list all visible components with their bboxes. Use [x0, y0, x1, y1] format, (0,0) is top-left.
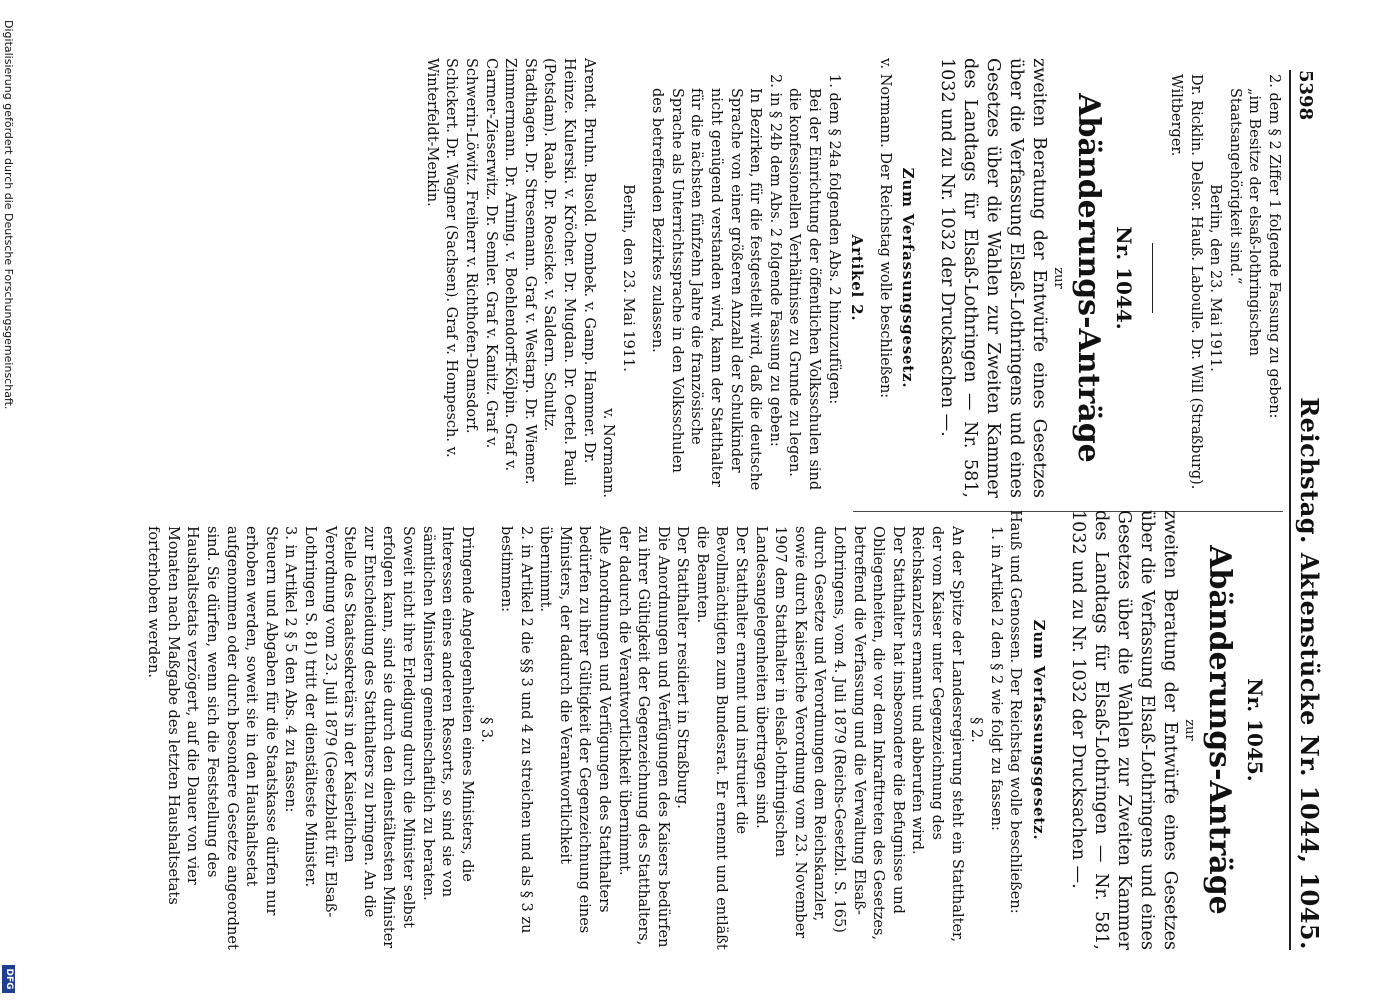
separator-rule: [1152, 243, 1153, 313]
left-column: [421, 58, 1283, 498]
amendment-date: Berlin, den 23. Mai 1911.: [619, 184, 636, 372]
document-zur: zur: [1051, 267, 1067, 289]
continuation-item-2-text: „im Besitze der elsaß-lothringischen Staatsangehörigkeit sind.“: [1226, 88, 1263, 356]
mover: v. Normann. Der Reichstag wolle beschließen:: [876, 58, 893, 399]
paragraph-3-heading: § 3.: [478, 717, 495, 743]
running-title: Reichstag. Aktenstücke Nr. 1044, 1045.: [1295, 397, 1324, 950]
amendment-item-1: 1. dem § 24a folgenden Abs. 2 hinzuzufügen:: [825, 74, 842, 405]
paragraph-2-text-e: Die Anordnungen und Verfügungen des Kaisers bedürfen zu ihrer Gültigkeit der Gegenzeichnung des Statthalters, der dadurch die Verantwortlichkeit übernimmt.: [615, 526, 671, 948]
document-number: Nr. 1044.: [1112, 226, 1137, 330]
document-title: Abänderungs-Anträge: [1071, 93, 1107, 463]
continuation-signers: Dr. Ricklin. Delsor. Hauß. Laboulle. Dr. Will (Straßburg). Wiltberger.: [1168, 74, 1204, 490]
document-intro: zweiten Beratung der Entwürfe eines Gesetzes über die Verfassung Elsaß-Lothringens und eines Gesetzes über die Wahlen zur Zweiten Kammer des Landtags für Elsaß-Lothringen — Nr. 581, 1032 und zu Nr. 1032 der Drucksachen —.: [1068, 510, 1180, 950]
paragraph-2-text-d: Der Statthalter residiert in Straßburg.: [674, 526, 691, 809]
section-heading: Zum Verfassungsgesetz.: [899, 167, 918, 389]
continuation-date: Berlin, den 23. Mai 1911.: [1207, 184, 1224, 372]
dfg-logo: DFG: [2, 965, 15, 993]
document-number: Nr. 1045.: [1243, 678, 1267, 782]
amendment-item-1-text: Bei der Einrichtung der öffentlichen Volksschulen sind die konfessionellen Verhältnisse zu Grunde zu legen.: [786, 88, 823, 491]
mover: Hauß und Genossen. Der Reichstag wolle beschließen:: [1007, 510, 1024, 914]
document-title: Abänderungs-Anträge: [1202, 545, 1237, 915]
digitization-note: Digitalisierung gefördert durch die Deutsche Forschungsgemeinschaft.: [2, 20, 15, 410]
paragraph-2-text-f: Alle Anordnungen und Verfügungen des Statthalters bedürfen zu ihrer Gültigkeit der Gegenzeichnung eines Ministers, der dadurch die Verantwortlichkeit übernimmt.: [537, 526, 612, 934]
amendment-item-3: 3. in Artikel 2 § 5 den Abs. 4 zu fassen:: [282, 526, 299, 813]
digitization-footer: [0, 0, 17, 1000]
document-intro: zweiten Beratung der Entwürfe eines Gesetzes über die Verfassung Elsaß-Lothringens und eines Gesetzes über die Wahlen zur Zweiten Kammer des Landtags für Elsaß-Lothringen — Nr. 581, 1032 und zu Nr. 1032 der Drucksachen —.: [937, 58, 1050, 498]
continuation-item-2: 2. dem § 2 Ziffer 1 folgende Fassung zu geben:: [1266, 74, 1282, 419]
paragraph-4-text: Steuern und Abgaben für die Staatskasse dürfen nur erhoben werden, soweit sie in den Haushaltsetat aufgenommen oder durch besondere Gesetze angeordnet sind. Sie dürfen, wenn sich die Feststellung des Haushaltsetats verzögert, auf die Dauer von vier Monaten nach Maßgabe des letzten Haushaltsetats forterhoben werden.: [145, 526, 279, 950]
supporters-list: Arendt. Bruhn. Busold. Dombek. v. Gamp. Hammer. Dr. Heinze. Kulerski. v. Kröcher. Dr. Mugdan. Dr. Oertel. Pauli (Potsdam). Raab. Dr. Roesicke. v. Saldern. Schultz. Stadthagen. Dr. Stresemann. Graf v. Westarp. Dr. Wiemer. Zimmermann. Dr. Arning. v. Boehlendorff-Kölpin. Graf v. Carmer-Zieserwitz. Dr. Semler. Graf v. Kanitz. Graf v. Schwerin-Löwitz. Freiherr v. Richthofen-Damsdorf. Schickert. Dr. Wagner (Sachsen). Graf v. Hompesch. v. Winterfeldt-Menkin.: [423, 58, 597, 486]
amendment-item-2: 2. in § 24b dem Abs. 2 folgende Fassung zu geben:: [766, 74, 783, 447]
document-zur: zur: [1182, 719, 1197, 741]
main-signer: v. Normann.: [600, 408, 617, 498]
right-column: [143, 510, 1283, 950]
paragraph-2-text-b: Der Statthalter hat insbesondere die Befugnisse und Obliegenheiten, die vor dem Inkrafttreten des Gesetzes, betreffend die Verfassung und die Verwaltung Elsaß-Lothringens, vom 4. Juli 1879 (Reichs-Gesetzbl. S. 165) durch Gesetze und Verordnungen dem Reichskanzler, sowie durch Kaiserliche Verordnung vom 23. November 1907 dem Statthalter in elsaß-lothringischen Landesangelegenheiten übertragen sind.: [752, 526, 906, 941]
paragraph-2-text-a: An der Spitze der Landesregierung steht ein Statthalter, der vom Kaiser unter Gegenzeichnung des Reichskanzlers ernannt und abberufen wird.: [909, 526, 965, 942]
page-header: [1289, 70, 1331, 950]
amendment-item-1: 1. in Artikel 2 den § 2 wie folgt zu fassen:: [987, 526, 1004, 831]
paragraph-2-heading: § 2.: [968, 717, 985, 743]
paragraph-2-text-c: Der Statthalter ernennt und instruiert die Bevollmächtigten zum Bundesrat. Er ernennt und entläßt die Beamten.: [693, 526, 750, 950]
page-number: 5398: [1295, 70, 1316, 121]
paragraph-3-text: Dringende Angelegenheiten eines Ministers, die Interessen eines anderen Ressorts, so sind sie von sämtlichen Ministern gemeinschaftlich zu beraten. Soweit nicht ihre Erledigung durch die Minister selbst erfolgen kann, sind sie durch den dienstältesten Minister zur Entscheidung des Statthalters zu bringen. An die Stelle des Staatssekretärs in der Kaiserlichen Verordnung vom 23. Juli 1879 (Gesetzblatt für Elsaß-Lothringen S. 81) tritt der dienstälteste Minister.: [302, 526, 475, 949]
artikel-heading: Artikel 2.: [848, 234, 867, 322]
amendment-item-2: 2. in Artikel 2 die §§ 3 und 4 zu streichen und als § 3 zu bestimmen:: [497, 526, 534, 934]
amendment-item-2-text: In Bezirken, für die festgestellt wird, daß die deutsche Sprache von einer größeren Anzahl der Schulkinder nicht genügend verstanden wird, kann der Statthalter für die nächsten fünfzehn Jahre die französische Sprache als Unterrichtssprache in den Volksschulen des betreffenden Bezirkes zulassen.: [649, 88, 764, 491]
section-heading: Zum Verfassungsgesetz.: [1030, 619, 1048, 841]
